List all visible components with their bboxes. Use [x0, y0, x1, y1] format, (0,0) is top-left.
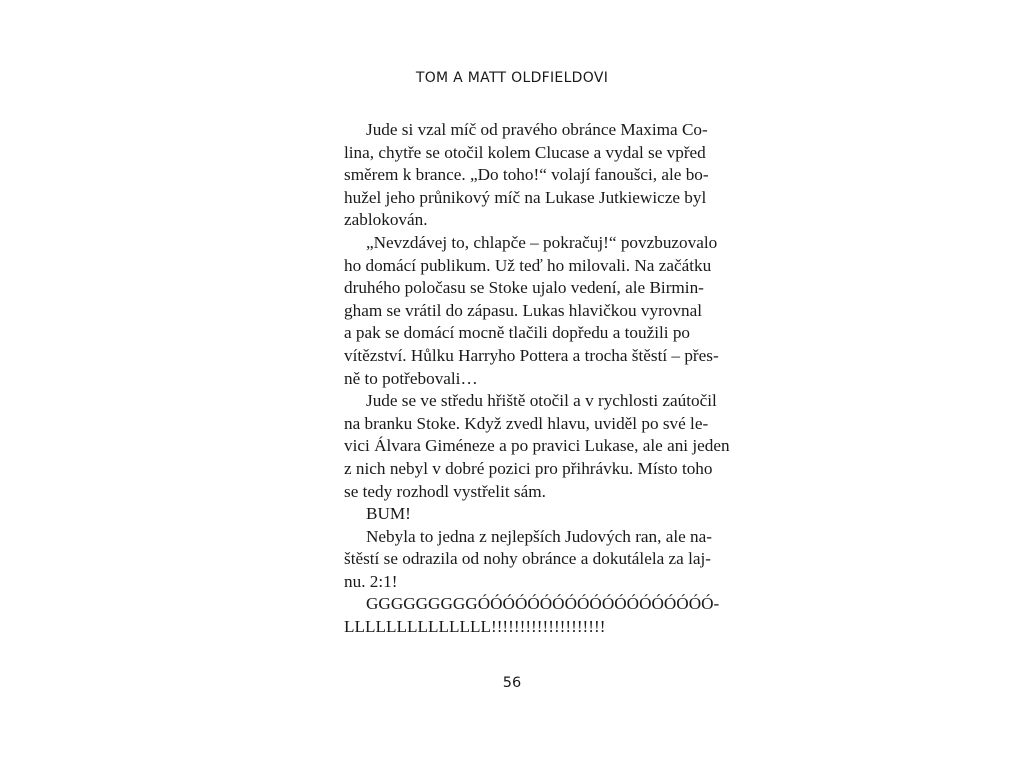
text-line: Nebyla to jedna z nejlepších Judových ran, ale na- [366, 526, 713, 546]
text-line: LLLLLLLLLLLLLL!!!!!!!!!!!!!!!!!!!! [344, 617, 606, 637]
text-line: Jude se ve středu hřiště otočil a v rychlosti zaútočil [366, 391, 717, 411]
text-line: lina, chytře se otočil kolem Clucase a vydal se vpřed [344, 142, 706, 162]
text-line: vítězství. Hůlku Harryho Pottera a trocha štěstí – přes- [344, 345, 719, 365]
running-head: TOM A MATT OLDFIELDOVI [415, 70, 609, 86]
text-line: z nich nebyl v dobré pozici pro přihrávku. Místo toho [344, 458, 713, 478]
page-number: 56 [502, 675, 522, 691]
text-line: „Nevzdávej to, chlapče – pokračuj!“ povzbuzovalo [366, 232, 718, 252]
text-line: zablokován. [344, 210, 428, 230]
text-line: GGGGGGGGGÓÓÓÓÓÓÓÓÓÓÓÓÓÓÓÓÓÓÓ- [366, 594, 720, 614]
text-line: BUM! [366, 504, 411, 524]
text-line: Jude si vzal míč od pravého obránce Maxima Co- [366, 120, 708, 139]
text-line: hužel jeho průnikový míč na Lukase Jutkiewicze byl [344, 187, 707, 207]
text-line: druhého poločasu se Stoke ujalo vedení, ale Birmin- [344, 278, 704, 298]
text-line: ně to potřebovali… [344, 368, 478, 388]
text-line: vici Álvara Giméneze a po pravici Lukase, ale ani jeden [344, 436, 730, 456]
text-line: gham se vrátil do zápasu. Lukas hlavičkou vyrovnal [344, 300, 702, 320]
text-line: štěstí se odrazila od nohy obránce a dokutálela za laj- [344, 549, 711, 569]
text-line: směrem k brance. „Do toho!“ volají fanoušci, ale bo- [344, 165, 709, 185]
text-line: se tedy rozhodl vystřelit sám. [344, 481, 546, 501]
text-line: na branku Stoke. Když zvedl hlavu, uviděl po své le- [344, 413, 709, 433]
text-line: ho domácí publikum. Už teď ho milovali. Na začátku [344, 255, 712, 275]
body-text [344, 119, 730, 639]
text-line: a pak se domácí mocně tlačili dopředu a toužili po [344, 323, 691, 343]
text-line: nu. 2:1! [344, 571, 398, 591]
